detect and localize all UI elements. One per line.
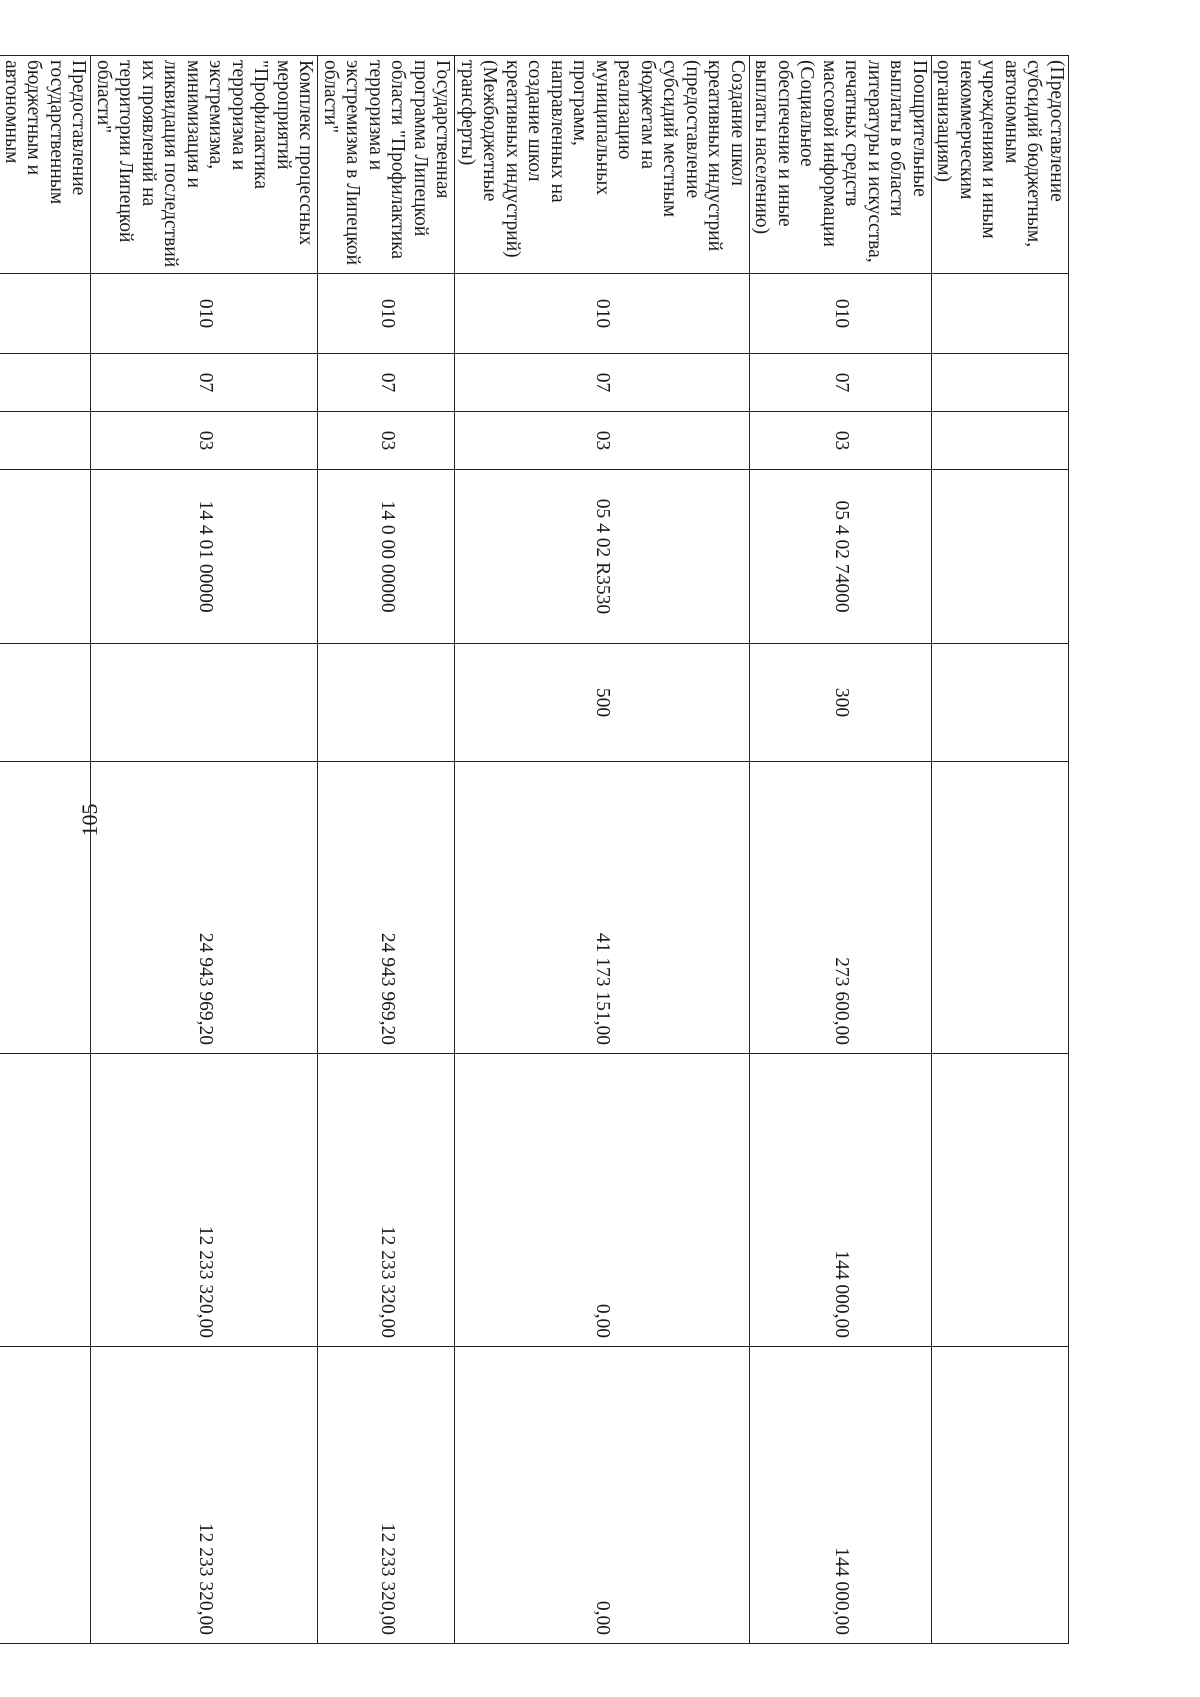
section-code: 07 bbox=[318, 354, 455, 412]
row-description: Поощрительные выплаты в области литературы и искусства, печатных средств массовой информации (Социальное обеспечение и иные выплаты населению) bbox=[750, 56, 932, 274]
subsection-code: 03 bbox=[318, 412, 455, 470]
amount-year-3: 12 233 320,00 bbox=[91, 1347, 318, 1644]
amount-year-2: 12 233 320,00 bbox=[91, 1054, 318, 1347]
target-article-code: 05 4 02 74000 bbox=[750, 470, 932, 644]
subsection-code: 03 bbox=[455, 412, 750, 470]
amount-year-1: 41 173 151,00 bbox=[455, 762, 750, 1054]
target-article-code: 14 4 01 00000 bbox=[91, 470, 318, 644]
amount-year-3: 0,00 bbox=[455, 1347, 750, 1644]
amount-year-1 bbox=[932, 762, 1069, 1054]
ministry-code bbox=[0, 274, 91, 354]
table-row bbox=[750, 56, 932, 1644]
amount-year-3 bbox=[932, 1347, 1069, 1644]
subsection-code: 03 bbox=[750, 412, 932, 470]
target-article-code bbox=[932, 470, 1069, 644]
row-description: Государственная программа Липецкой области "Профилактика терроризма и экстремизма в Липецкой области" bbox=[318, 56, 455, 274]
amount-year-3 bbox=[0, 1347, 91, 1644]
amount-year-1: 24 943 969,20 bbox=[91, 762, 318, 1054]
target-article-code: 14 0 00 00000 bbox=[318, 470, 455, 644]
table-row bbox=[318, 56, 455, 1644]
table-row bbox=[455, 56, 750, 1644]
ministry-code: 010 bbox=[91, 274, 318, 354]
ministry-code: 010 bbox=[750, 274, 932, 354]
section-code bbox=[0, 354, 91, 412]
ministry-code: 010 bbox=[318, 274, 455, 354]
subsection-code: 03 bbox=[91, 412, 318, 470]
amount-year-2 bbox=[932, 1054, 1069, 1347]
expense-type-code bbox=[318, 644, 455, 762]
amount-year-2: 0,00 bbox=[455, 1054, 750, 1347]
row-description: Создание школ креативных индустрий (предоставление субсидий местным бюджетам на реализацию муниципальных программ, направленных на создание школ креативных индустрий) (Межбюджетные трансферты) bbox=[455, 56, 750, 274]
amount-year-1: 273 600,00 bbox=[750, 762, 932, 1054]
expense-type-code bbox=[932, 644, 1069, 762]
subsection-code bbox=[0, 412, 91, 470]
amount-year-3: 144 000,00 bbox=[750, 1347, 932, 1644]
table-row bbox=[0, 56, 91, 1644]
amount-year-2 bbox=[0, 1054, 91, 1347]
amount-year-1 bbox=[0, 762, 91, 1054]
row-description: Предоставление государственным бюджетным и автономным bbox=[0, 56, 91, 274]
expense-type-code: 300 bbox=[750, 644, 932, 762]
ministry-code bbox=[932, 274, 1069, 354]
row-description: Комплекс процессных мероприятий "Профилактика терроризма и экстремизма, минимизация и ликвидация последствий их проявлений на территории Липецкой области" bbox=[91, 56, 318, 274]
ministry-code: 010 bbox=[455, 274, 750, 354]
table-row bbox=[91, 56, 318, 1644]
table-row bbox=[932, 56, 1069, 1644]
page-number: 105 bbox=[77, 803, 102, 837]
section-code: 07 bbox=[455, 354, 750, 412]
amount-year-1: 24 943 969,20 bbox=[318, 762, 455, 1054]
section-code: 07 bbox=[91, 354, 318, 412]
subsection-code bbox=[932, 412, 1069, 470]
target-article-code: 05 4 02 R3530 bbox=[455, 470, 750, 644]
section-code: 07 bbox=[750, 354, 932, 412]
expense-type-code bbox=[0, 644, 91, 762]
amount-year-2: 144 000,00 bbox=[750, 1054, 932, 1347]
expense-type-code bbox=[91, 644, 318, 762]
section-code bbox=[932, 354, 1069, 412]
amount-year-3: 12 233 320,00 bbox=[318, 1347, 455, 1644]
expense-type-code: 500 bbox=[455, 644, 750, 762]
amount-year-2: 12 233 320,00 bbox=[318, 1054, 455, 1347]
target-article-code bbox=[0, 470, 91, 644]
row-description: (Предоставление субсидий бюджетным, автономным учреждениям и иным некоммерческим организациям) bbox=[932, 56, 1069, 274]
budget-table bbox=[0, 55, 1069, 1644]
